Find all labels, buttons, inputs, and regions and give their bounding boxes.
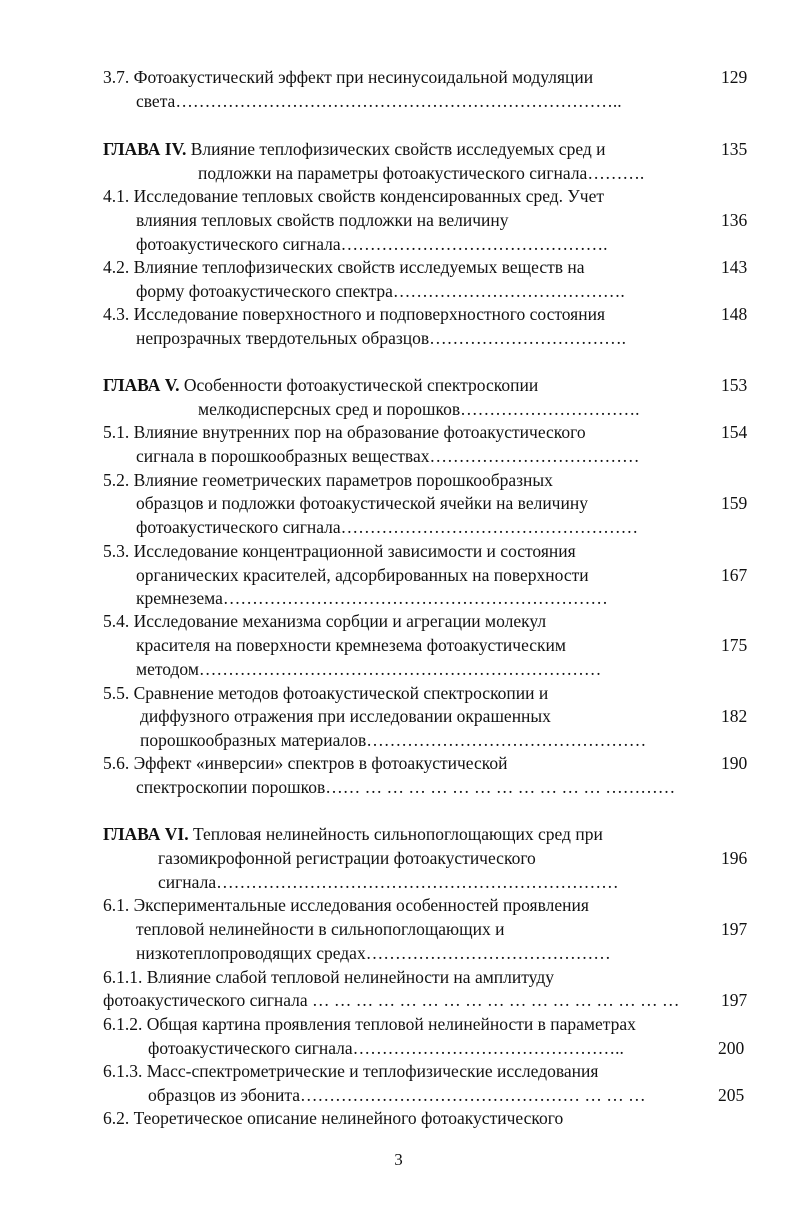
toc-line: непрозрачных твердотельных образцов……………………………. (136, 328, 627, 348)
toc-line: 6.2. Теоретическое описание нелинейного фотоакустического (103, 1108, 564, 1128)
toc-line: методом…………………………………………………………… (136, 659, 602, 679)
toc-line (103, 138, 606, 160)
toc-page-number: 135 (721, 139, 748, 159)
toc-line: 5.2. Влияние геометрических параметров порошкообразных (103, 470, 553, 490)
toc-line: фотоакустического сигнала………………………………………. (136, 234, 608, 254)
toc-line: 6.1.3. Масс-спектрометрические и теплофизические исследования (103, 1061, 599, 1081)
toc-line: 6.1.2. Общая картина проявления тепловой нелинейности в параметрах (103, 1014, 636, 1034)
toc-line: порошкообразных материалов………………………………………… (140, 730, 647, 750)
toc-page-number: 148 (721, 304, 748, 324)
toc-line: 6.1. Экспериментальные исследования особенностей проявления (103, 895, 589, 915)
toc-line: фотоакустического сигнала…………………………………………… (136, 517, 639, 537)
toc-line: фотоакустического сигнала……………………………………….. (148, 1038, 624, 1058)
toc-line: влияния тепловых свойств подложки на величину (136, 210, 509, 230)
toc-line: 5.6. Эффект «инверсии» спектров в фотоакустической (103, 753, 508, 773)
toc-page-number: 197 (721, 919, 748, 939)
toc-line: подложки на параметры фотоакустического сигнала………. (198, 163, 645, 183)
toc-page-number: 196 (721, 848, 748, 868)
chapter-label: ГЛАВА V. (103, 375, 180, 395)
toc-line: 4.1. Исследование тепловых свойств конденсированных сред. Учет (103, 186, 605, 206)
chapter-label: ГЛАВА VI. (103, 824, 189, 844)
toc-line: органических красителей, адсорбированных на поверхности (136, 565, 589, 585)
toc-line (103, 823, 603, 845)
toc-page-number: 190 (721, 753, 748, 773)
toc-line: образцов и подложки фотоакустической ячейки на величину (136, 493, 588, 513)
toc-line: спектроскопии порошков…… … … … … … … … … … … … ………… (136, 777, 676, 797)
toc-page-number: 175 (721, 635, 748, 655)
toc-page-number: 200 (718, 1038, 745, 1058)
toc-page-number: 136 (721, 210, 748, 230)
chapter-label: ГЛАВА IV. (103, 139, 187, 159)
toc-line: 5.1. Влияние внутренних пор на образование фотоакустического (103, 422, 586, 442)
toc-line: 5.4. Исследование механизма сорбции и агрегации молекул (103, 611, 547, 631)
toc-line (103, 374, 538, 396)
toc-line: форму фотоакустического спектра…………………………………. (136, 281, 625, 301)
toc-line: образцов из эбонита………………………………………… … … … (148, 1085, 646, 1105)
toc-line: фотоакустического сигнала … … … … … … … … … … … … … … … … … (103, 990, 680, 1010)
toc-line: 5.3. Исследование концентрационной зависимости и состояния (103, 541, 576, 561)
toc-page-number: 197 (721, 990, 748, 1010)
toc-page-number: 154 (721, 422, 748, 442)
toc-page-number: 153 (721, 375, 748, 395)
toc-page-number: 167 (721, 565, 748, 585)
toc-page-number: 205 (718, 1085, 745, 1105)
toc-line: красителя на поверхности кремнезема фотоакустическим (136, 635, 566, 655)
toc-line: 4.3. Исследование поверхностного и подповерхностного состояния (103, 304, 606, 324)
toc-line: диффузного отражения при исследовании окрашенных (140, 706, 551, 726)
toc-line: 5.5. Сравнение методов фотоакустической спектроскопии и (103, 683, 549, 703)
toc-page-number: 129 (721, 67, 748, 87)
toc-line: 3.7. Фотоакустический эффект при несинусоидальной модуляции (103, 67, 594, 87)
chapter-title: Влияние теплофизических свойств исследуемых сред и (190, 139, 606, 159)
toc-page-number: 143 (721, 257, 748, 277)
toc-page-number: 182 (721, 706, 748, 726)
toc-line: кремнезема………………………………………………………… (136, 588, 608, 608)
toc-line: низкотеплопроводящих средах…………………………………… (136, 943, 611, 963)
toc-line: сигнала…………………………………………………………… (158, 872, 619, 892)
toc-line: 4.2. Влияние теплофизических свойств исследуемых веществ на (103, 257, 585, 277)
page-number: 3 (394, 1150, 403, 1169)
toc-line: тепловой нелинейности в сильнопоглощающих и (136, 919, 505, 939)
toc-line: мелкодисперсных сред и порошков…………………………. (198, 399, 640, 419)
toc-line: 6.1.1. Влияние слабой тепловой нелинейности на амплитуду (103, 967, 554, 987)
chapter-title: Особенности фотоакустической спектроскопии (183, 375, 539, 395)
toc-line: газомикрофонной регистрации фотоакустического (158, 848, 536, 868)
toc-line: сигнала в порошкообразных веществах……………………………… (136, 446, 640, 466)
toc-page-number: 159 (721, 493, 748, 513)
chapter-title: Тепловая нелинейность сильнопоглощающих сред при (192, 824, 603, 844)
toc-line: света………………………………………………………………….. (136, 91, 622, 111)
